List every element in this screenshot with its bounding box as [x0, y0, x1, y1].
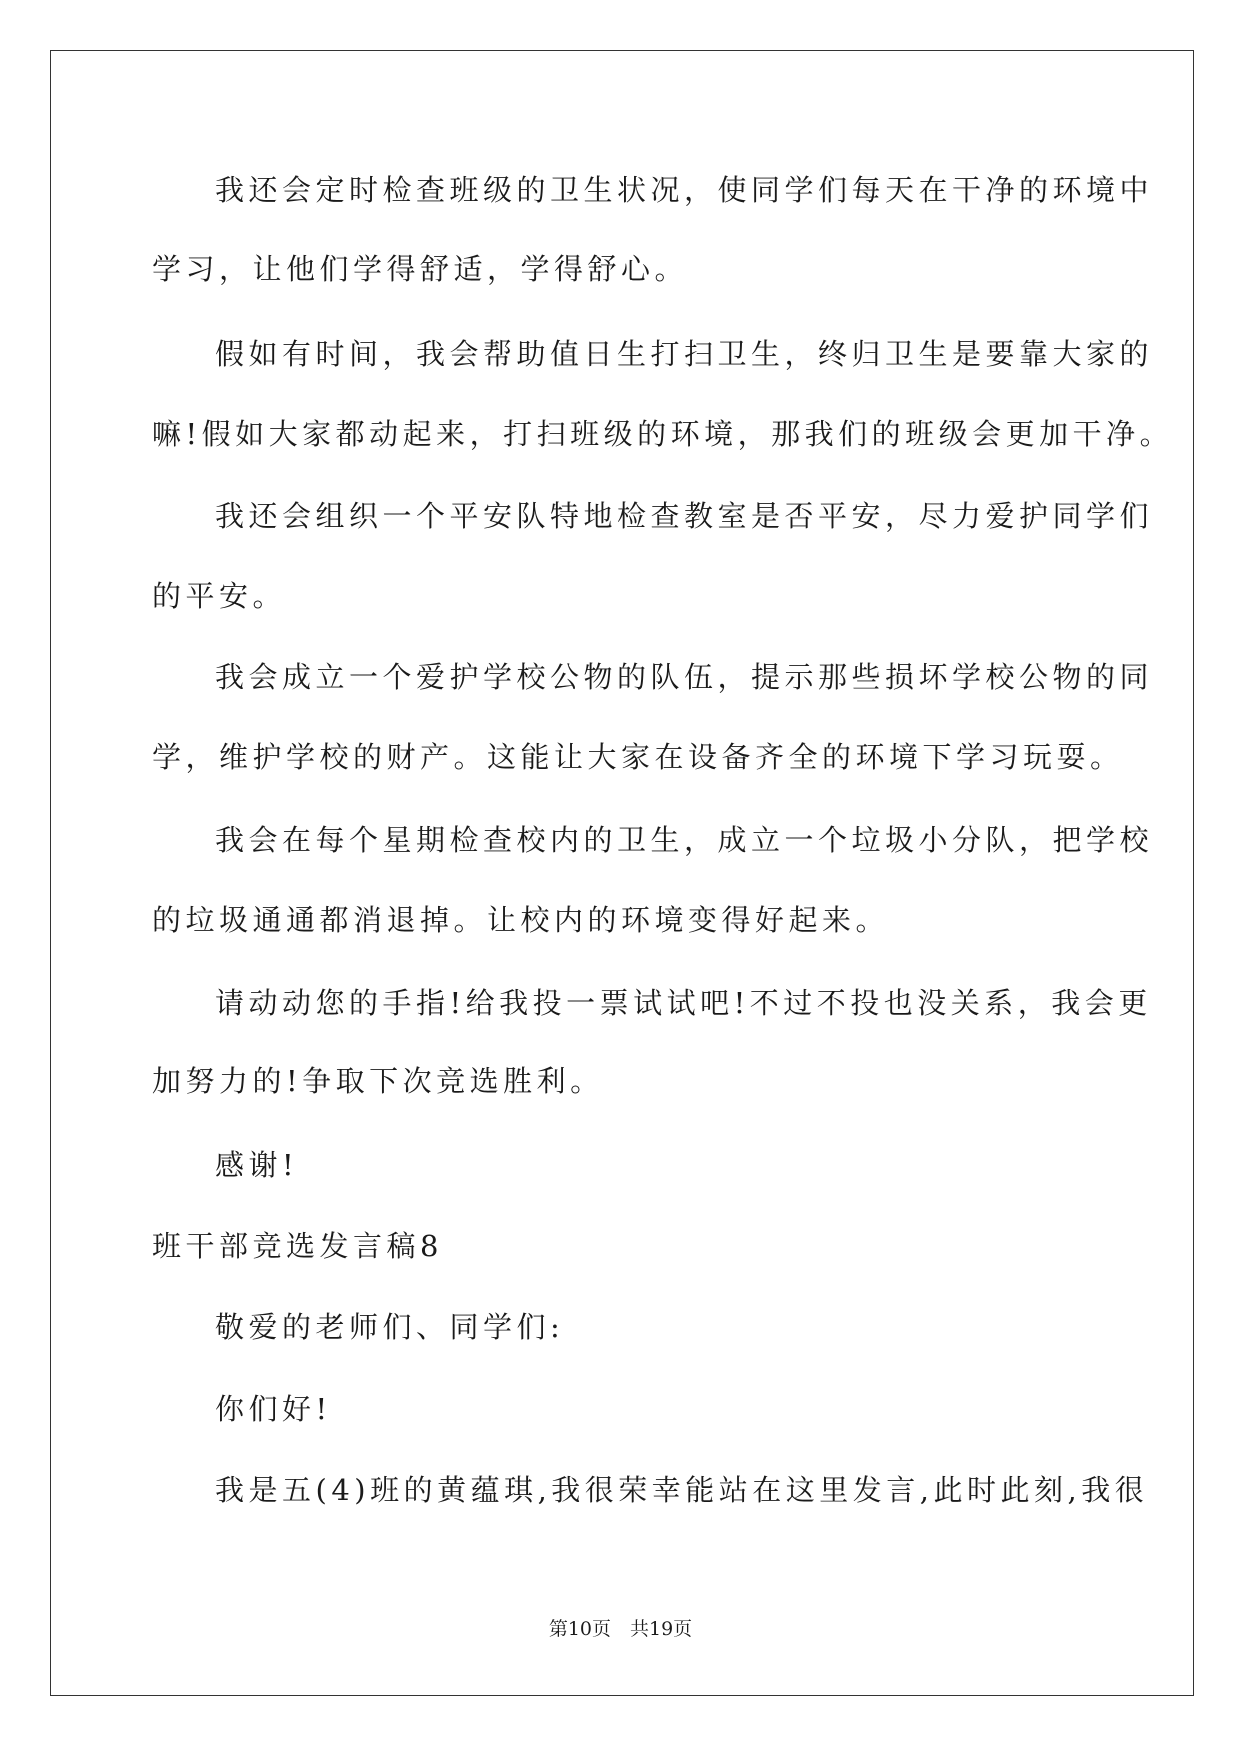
page-number: 第10页 共19页 — [548, 1618, 693, 1640]
text-line: 感谢! — [215, 1148, 299, 1182]
text-line: 加努力的!争取下次竞选胜利。 — [152, 1064, 604, 1098]
text-line: 的垃圾通通都消退掉。让校内的环境变得好起来。 — [152, 903, 890, 937]
text-line: 的平安。 — [152, 579, 287, 613]
text-line: 学习，让他们学得舒适，学得舒心。 — [152, 252, 689, 286]
text-line: 嘛!假如大家都动起来，打扫班级的环境，那我们的班级会更加干净。 — [152, 417, 1174, 451]
text-line: 我还会定时检查班级的卫生状况，使同学们每天在干净的环境中 — [215, 173, 1154, 207]
text-line: 敬爱的老师们、同学们: — [215, 1310, 565, 1344]
section-heading: 班干部竞选发言稿8 — [152, 1229, 443, 1263]
text-line: 你们好! — [215, 1392, 332, 1426]
page-border — [50, 50, 1194, 1696]
text-line: 请动动您的手指!给我投一票试试吧!不过不投也没关系，我会更 — [215, 986, 1152, 1020]
text-line: 我会成立一个爱护学校公物的队伍，提示那些损坏学校公物的同 — [215, 660, 1154, 694]
text-line: 假如有时间，我会帮助值日生打扫卫生，终归卫生是要靠大家的 — [215, 337, 1154, 371]
text-line: 我会在每个星期检查校内的卫生，成立一个垃圾小分队，把学校 — [215, 823, 1154, 857]
text-line: 学，维护学校的财产。这能让大家在设备齐全的环境下学习玩耍。 — [152, 740, 1124, 774]
text-line: 我还会组织一个平安队特地检查教室是否平安，尽力爱护同学们 — [215, 499, 1154, 533]
text-line: 我是五(4)班的黄蕴琪,我很荣幸能站在这里发言,此时此刻,我很 — [215, 1473, 1149, 1507]
